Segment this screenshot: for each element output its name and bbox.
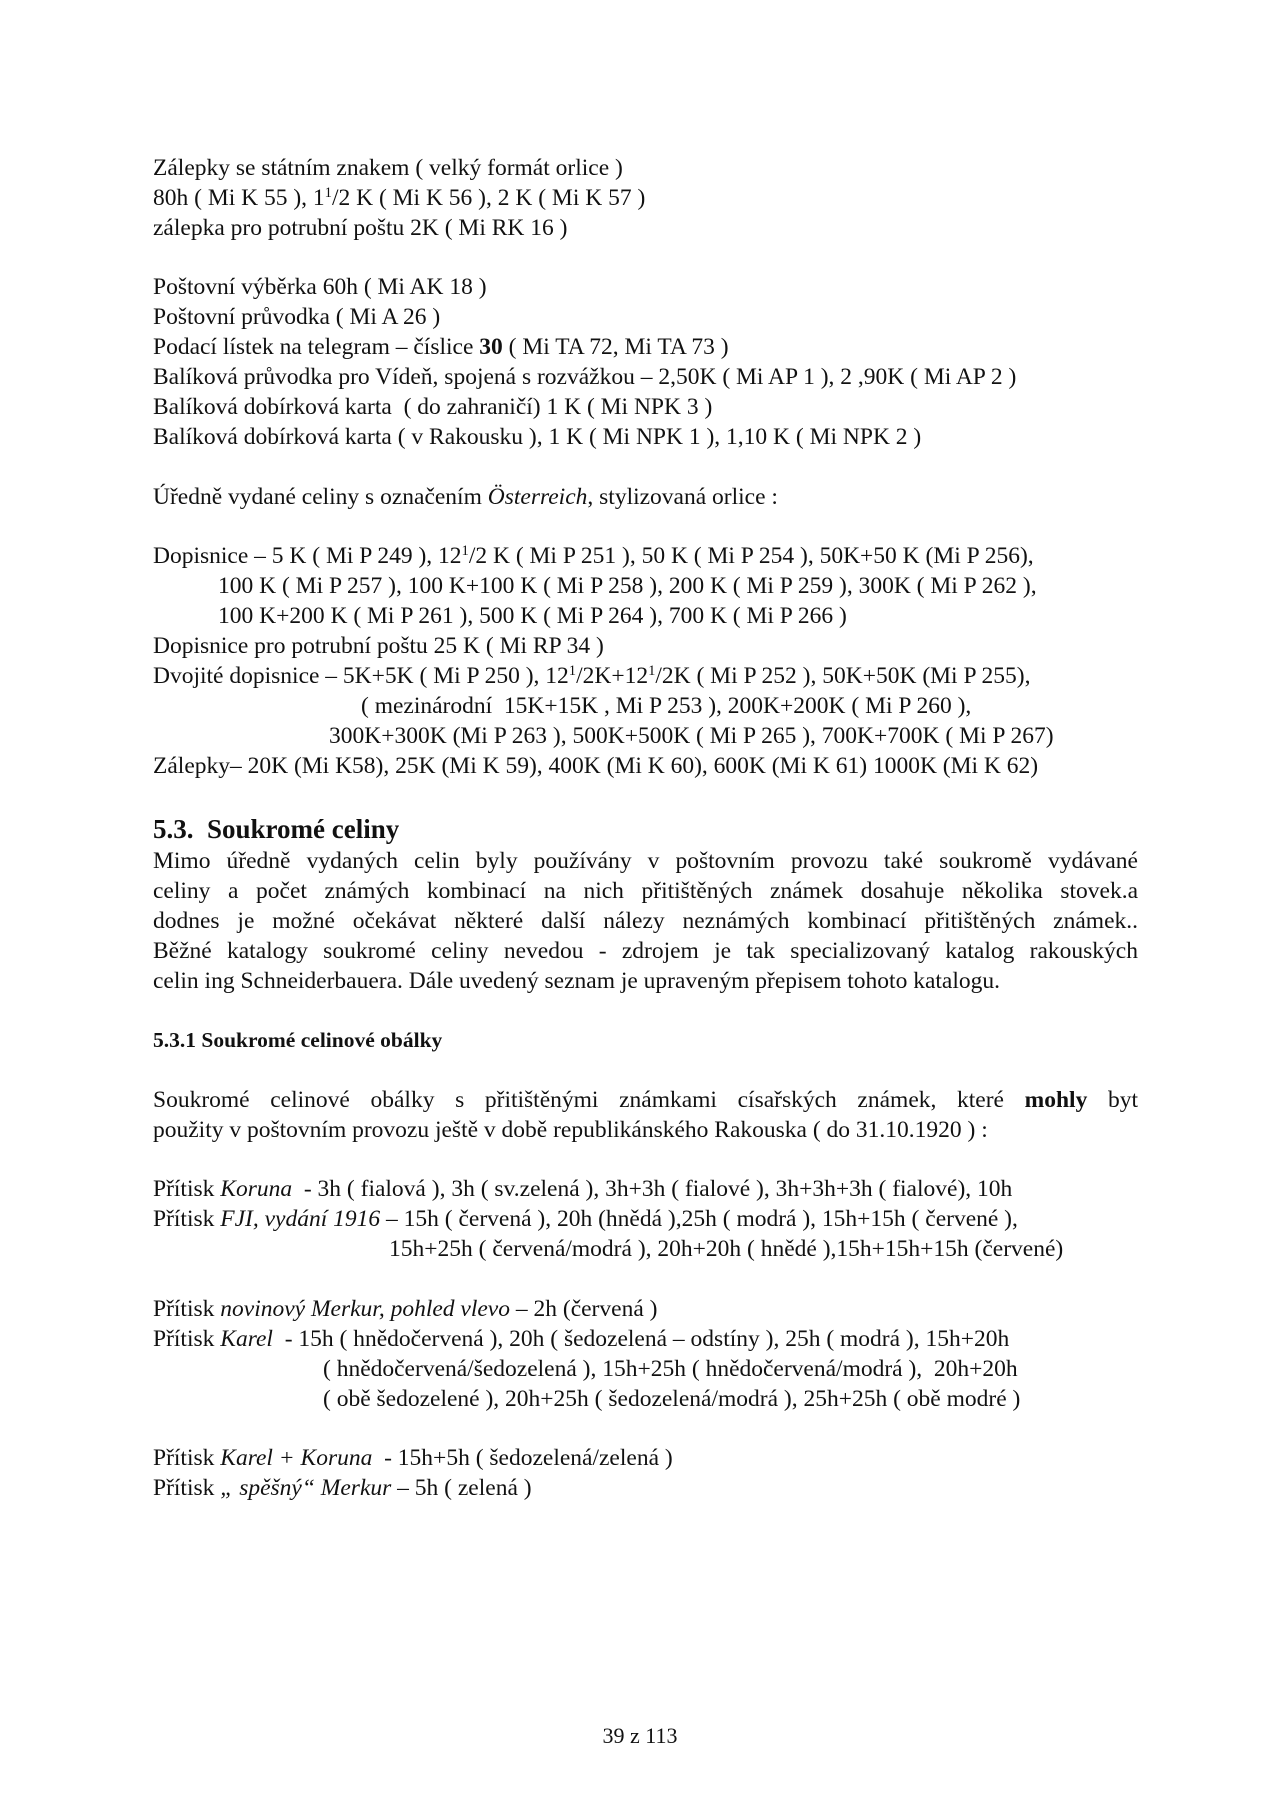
text-fragment: - 3h ( fialová ), 3h ( sv.zelená ), 3h+3h ( fialové ), 3h+3h+3h ( fialové), 10h <box>292 1176 1013 1202</box>
text-fragment: Dvojité dopisnice – 5K+5K ( Mi P 250 ), 12 <box>153 663 569 689</box>
dopisnice-line-3: 100 K+200 K ( Mi P 261 ), 500 K ( Mi P 264 ), 700 K ( Mi P 266 ) <box>218 603 847 629</box>
podaci-listek <box>153 332 729 362</box>
dopisnice-line-2: 100 K ( Mi P 257 ), 100 K+100 K ( Mi P 258 ), 200 K ( Mi P 259 ), 300K ( Mi P 262 ), <box>218 573 1037 599</box>
pritisk-karel <box>153 1324 1009 1354</box>
text-fragment: Úředně vydané celiny s označením <box>153 484 488 510</box>
pritisk-karel-koruna <box>153 1443 673 1473</box>
italic-term: Karel <box>220 1326 273 1352</box>
italic-term: Koruna <box>220 1176 293 1202</box>
dopisnice-potrubni: Dopisnice pro potrubní poštu 25 K ( Mi RP 34 ) <box>153 633 604 659</box>
section-heading-5-3: 5.3. Soukromé celiny <box>153 814 400 844</box>
superscript: 1 <box>648 663 656 679</box>
zalepka-potrubni: zálepka pro potrubní poštu 2K ( Mi RK 16 ) <box>153 215 568 241</box>
italic-term: FJI, vydání 1916 <box>220 1206 381 1232</box>
pritisk-fji-cont: 15h+25h ( červená/modrá ), 20h+20h ( hnědé ),15h+15h+15h (červené) <box>389 1236 1064 1262</box>
text-fragment: – 15h ( červená ), 20h (hnědá ),25h ( modrá ), 15h+15h ( červené ), <box>380 1206 1018 1232</box>
bold-number: 30 <box>479 334 503 360</box>
paragraph-line: Mimo úředně vydaných celin byly používány v poštovním provozu také soukromě vydávané <box>153 848 1138 874</box>
pritisk-koruna <box>153 1174 1012 1204</box>
superscript: 1 <box>324 185 332 201</box>
pritisk-merkur <box>153 1294 657 1324</box>
pritisk-fji <box>153 1204 1018 1234</box>
text-fragment: /2 K ( Mi P 251 ), 50 K ( Mi P 254 ), 50K+50 K (Mi P 256), <box>468 543 1034 569</box>
dvojite-line-2: ( mezinárodní 15K+15K , Mi P 253 ), 200K+200K ( Mi P 260 ), <box>361 693 972 719</box>
text-fragment: Podací lístek na telegram – číslice <box>153 334 480 360</box>
italic-term: Karel + Koruna <box>220 1445 373 1471</box>
paragraph-line: dodnes je možné očekávat některé další nálezy neznámých kombinací přitištěných známek.. <box>153 908 1138 934</box>
text-fragment: ( Mi TA 72, Mi TA 73 ) <box>502 334 729 360</box>
text-fragment: Přítisk <box>153 1475 221 1501</box>
bold-term: mohly <box>1024 1087 1088 1113</box>
dvojite-line-3: 300K+300K (Mi P 263 ), 500K+500K ( Mi P 265 ), 700K+700K ( Mi P 267) <box>329 723 1054 749</box>
text-fragment: Přítisk <box>153 1445 221 1471</box>
balikova-pruvodka: Balíková průvodka pro Vídeň, spojená s rozvážkou – 2,50K ( Mi AP 1 ), 2 ,90K ( Mi AP 2 ) <box>153 364 1017 390</box>
page-number: 39 z 113 <box>602 1723 678 1748</box>
text-fragment: Přítisk <box>153 1206 221 1232</box>
pritisk-spesny-merkur <box>153 1473 532 1503</box>
text-fragment: – 5h ( zelená ) <box>391 1475 532 1501</box>
pritisk-karel-cont-2: ( obě šedozelené ), 20h+25h ( šedozelená/modrá ), 25h+25h ( obě modré ) <box>323 1386 1021 1412</box>
zalepky-urad: Zálepky– 20K (Mi K58), 25K (Mi K 59), 400K (Mi K 60), 600K (Mi K 61) 1000K (Mi K 62) <box>153 753 1039 779</box>
text-fragment: Soukromé celinové obálky s přitištěnými známkami císařských známek, které <box>153 1087 1025 1113</box>
postovni-vyberka: Poštovní výběrka 60h ( Mi AK 18 ) <box>153 274 487 300</box>
text-fragment: , stylizovaná orlice : <box>587 484 778 510</box>
text-fragment: - 15h+5h ( šedozelená/zelená ) <box>372 1445 673 1471</box>
dobirkova-zahranici: Balíková dobírková karta ( do zahraničí) 1 K ( Mi NPK 3 ) <box>153 394 713 420</box>
text-fragment: - 15h ( hnědočervená ), 20h ( šedozelená – odstíny ), 25h ( modrá ), 15h+20h <box>272 1326 1010 1352</box>
text-fragment: /2 K ( Mi K 56 ), 2 K ( Mi K 57 ) <box>331 185 646 211</box>
postovni-pruvodka: Poštovní průvodka ( Mi A 26 ) <box>153 304 441 330</box>
zalepky-line <box>153 183 645 213</box>
paragraph-line: celin ing Schneiderbauera. Dále uvedený seznam je upraveným přepisem tohoto katalogu. <box>153 968 1001 994</box>
text-fragment: /2K+12 <box>576 663 649 689</box>
text-fragment: Přítisk <box>153 1326 221 1352</box>
text-fragment: – 2h (červená ) <box>510 1296 658 1322</box>
superscript: 1 <box>461 543 469 559</box>
text-fragment: Přítisk <box>153 1176 221 1202</box>
text-fragment: 80h ( Mi K 55 ), 1 <box>153 185 325 211</box>
text-fragment: Dopisnice – 5 K ( Mi P 249 ), 12 <box>153 543 462 569</box>
italic-term: „ spěšný“ Merkur <box>220 1475 392 1501</box>
dopisnice-line-1 <box>153 541 1034 571</box>
obalky-intro-2: použity v poštovním provozu ještě v době republikánského Rakouska ( do 31.10.1920 ) : <box>153 1117 988 1143</box>
dvojite-line-1 <box>153 661 1030 691</box>
text-fragment: /2K ( Mi P 252 ), 50K+50K (Mi P 255), <box>655 663 1031 689</box>
italic-term: Österreich <box>487 484 588 510</box>
uredni-intro <box>153 482 778 512</box>
paragraph-line: Běžné katalogy soukromé celiny nevedou - zdrojem je tak specializovaný katalog rakouských <box>153 938 1138 964</box>
text-fragment: byt <box>1087 1087 1138 1113</box>
obalky-intro-1 <box>153 1085 1138 1115</box>
text-fragment: Přítisk <box>153 1296 221 1322</box>
italic-term: novinový Merkur, pohled vlevo <box>220 1296 510 1322</box>
paragraph-line: celiny a počet známých kombinací na nich přitištěných známek dosahuje několika stovek.a <box>153 878 1138 904</box>
section-heading-5-3-1: 5.3.1 Soukromé celinové obálky <box>153 1028 443 1052</box>
pritisk-karel-cont-1: ( hnědočervená/šedozelená ), 15h+25h ( hnědočervená/modrá ), 20h+20h <box>323 1356 1018 1382</box>
superscript: 1 <box>568 663 577 679</box>
dobirkova-rakousko: Balíková dobírková karta ( v Rakousku ), 1 K ( Mi NPK 1 ), 1,10 K ( Mi NPK 2 ) <box>153 424 922 450</box>
zalepky-title: Zálepky se státním znakem ( velký formát orlice ) <box>153 155 623 181</box>
